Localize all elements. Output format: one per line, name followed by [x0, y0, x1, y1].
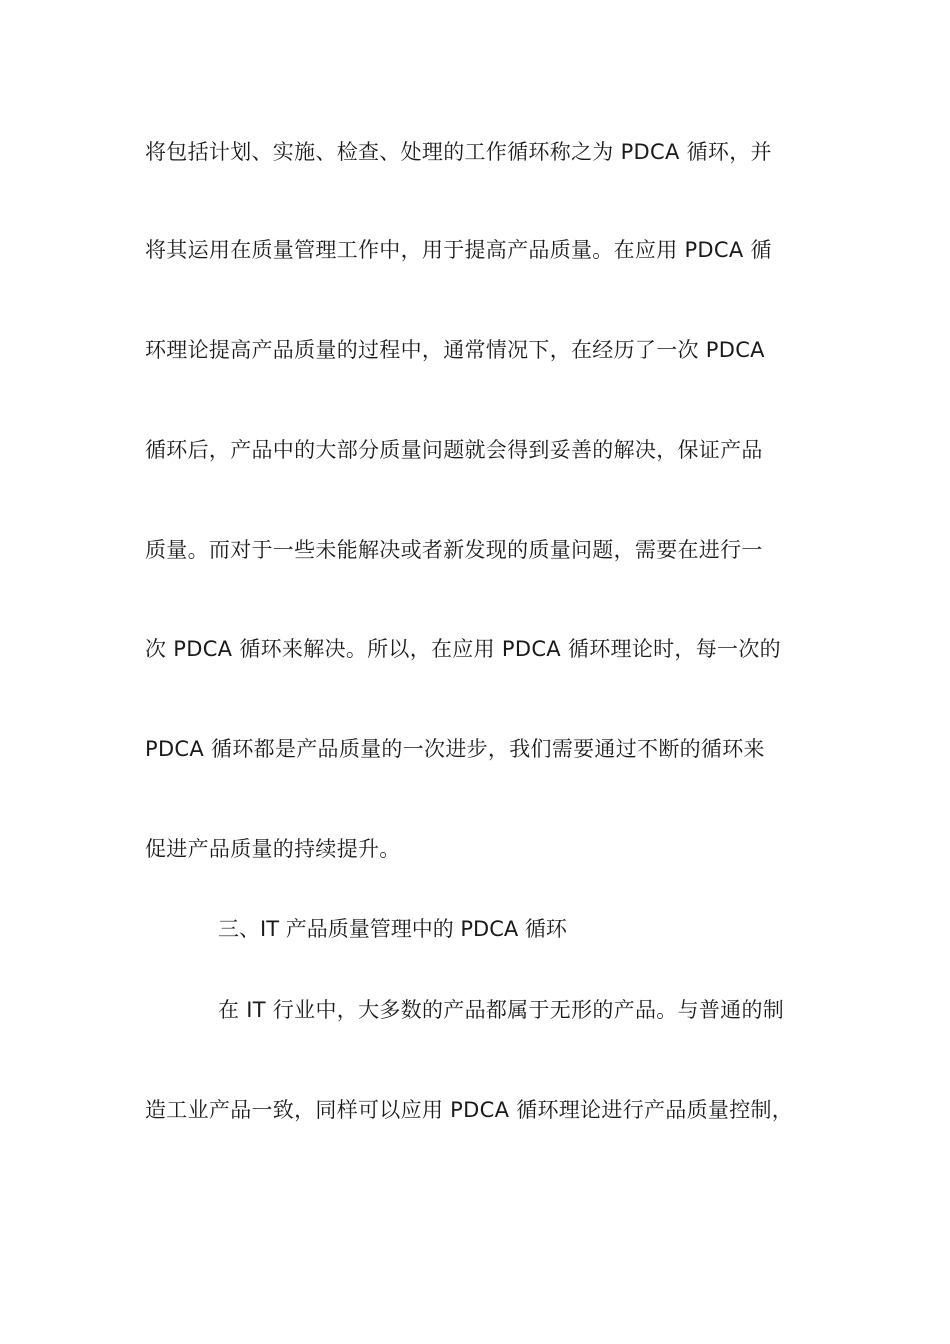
paragraph-line: 次 PDCA 循环来解决。所以，在应用 PDCA 循环理论时，每一次的 — [145, 637, 781, 661]
paragraph-line: 促进产品质量的持续提升。 — [145, 837, 401, 861]
section-heading: 三、IT 产品质量管理中的 PDCA 循环 — [218, 917, 567, 941]
paragraph-line: 在 IT 行业中，大多数的产品都属于无形的产品。与普通的制 — [218, 998, 785, 1022]
paragraph-line: 循环后，产品中的大部分质量问题就会得到妥善的解决，保证产品 — [145, 438, 763, 462]
paragraph-line: 将包括计划、实施、检查、处理的工作循环称之为 PDCA 循环，并 — [145, 140, 772, 164]
paragraph-line: 将其运用在质量管理工作中，用于提高产品质量。在应用 PDCA 循 — [145, 238, 772, 262]
paragraph-line: 环理论提高产品质量的过程中，通常情况下，在经历了一次 PDCA — [145, 338, 765, 362]
paragraph-line: PDCA 循环都是产品质量的一次进步，我们需要通过不断的循环来 — [145, 737, 765, 761]
paragraph-line: 造工业产品一致，同样可以应用 PDCA 循环理论进行产品质量控制， — [145, 1098, 794, 1122]
paragraph-line: 质量。而对于一些未能解决或者新发现的质量问题，需要在进行一 — [145, 538, 763, 562]
